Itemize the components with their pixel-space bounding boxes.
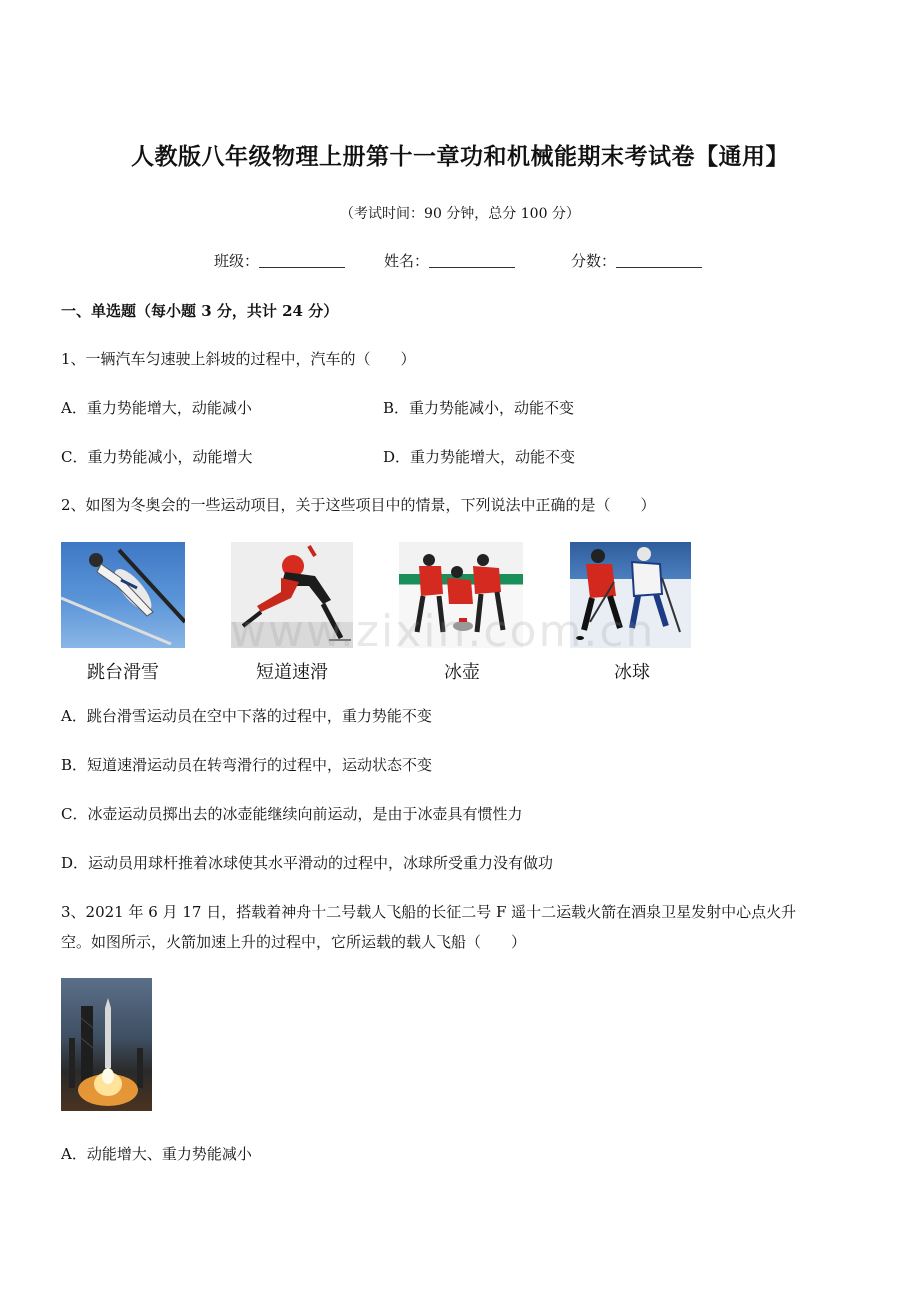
q3-stem-line1: 3、2021 年 6 月 17 日，搭载着神舟十二号载人飞船的长征二号 F 遥十二运载火箭在酒泉卫星发射中心点火升 [61,903,797,921]
q3-option-a: A．动能增大、重力势能减小 [61,1145,252,1163]
q3-stem-line2: 空。如图所示，火箭加速上升的过程中，它所运载的载人飞船（ ） [61,933,527,951]
q1-stem: 1、一辆汽车匀速驶上斜坡的过程中，汽车的（ ） [61,350,416,368]
watermark: www.zixin.com.cn [230,606,656,657]
q1-option-b: B．重力势能减小，动能不变 [383,399,575,417]
class-blank [259,253,345,268]
q2-option-d: D．运动员用球杆推着冰球使其水平滑动的过程中，冰球所受重力没有做功 [61,854,554,872]
caption-ice-hockey: 冰球 [614,662,650,683]
ski-jumping-image [61,542,185,648]
exam-time-info: （考试时间：90 分钟，总分 100 分） [340,206,580,222]
score-label: 分数： [571,252,617,270]
rocket-launch-image [61,978,152,1111]
class-field [214,250,345,271]
name-blank [429,253,515,268]
caption-ski-jumping: 跳台滑雪 [87,662,159,683]
q1-option-c: C．重力势能减小，动能增大 [61,448,253,466]
section-heading: 一、单选题（每小题 3 分，共计 24 分） [61,302,339,320]
q2-stem: 2、如图为冬奥会的一些运动项目，关于这些项目中的情景，下列说法中正确的是（ ） [61,496,656,514]
caption-curling: 冰壶 [444,662,480,683]
class-label: 班级： [214,252,260,270]
exam-title: 人教版八年级物理上册第十一章功和机械能期末考试卷【通用】 [131,143,789,170]
name-field [384,250,515,271]
q2-option-a: A．跳台滑雪运动员在空中下落的过程中，重力势能不变 [61,707,432,725]
q2-option-b: B．短道速滑运动员在转弯滑行的过程中，运动状态不变 [61,756,433,774]
caption-short-track: 短道速滑 [256,662,328,683]
score-field [571,250,702,271]
name-label: 姓名： [384,252,430,270]
score-blank [616,253,702,268]
q1-option-a: A．重力势能增大，动能减小 [61,399,252,417]
q2-option-c: C．冰壶运动员掷出去的冰壶能继续向前运动，是由于冰壶具有惯性力 [61,805,523,823]
q1-option-d: D．重力势能增大，动能不变 [383,448,576,466]
